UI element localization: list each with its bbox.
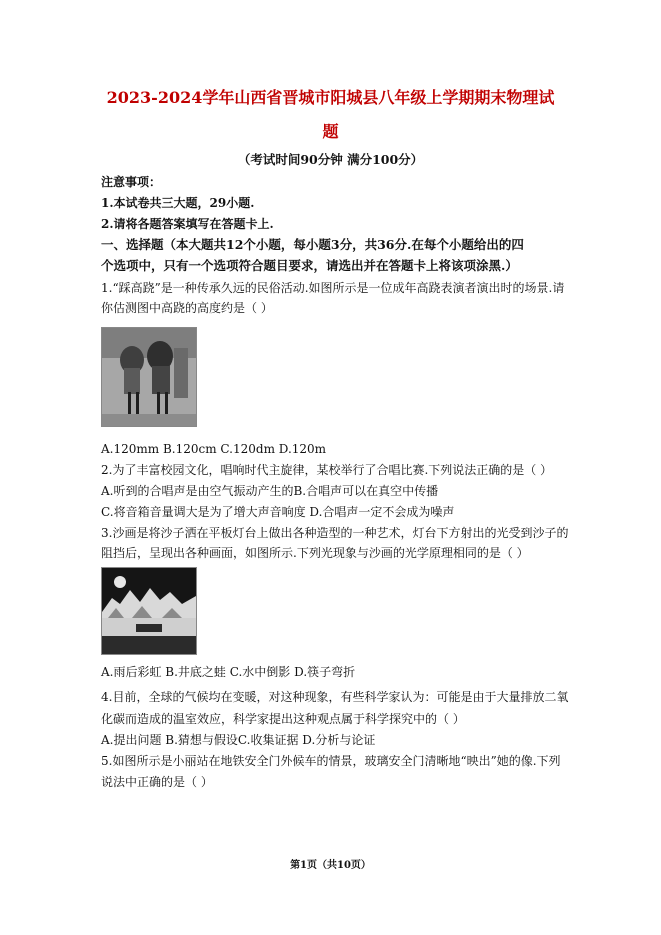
q4-options: A.提出问题 B.猜想与假设C.收集证据 D.分析与论证 xyxy=(101,733,376,747)
q5-line1: 5.如图所示是小丽站在地铁安全门外候车的情景，玻璃安全门清晰地“映出”她的像.下列 xyxy=(101,754,561,768)
q1-line2: 你估测图中高跷的高度约是（ ） xyxy=(101,301,273,315)
notes-heading: 注意事项： xyxy=(101,175,162,189)
page-footer: 第1页（共10页） xyxy=(290,860,371,871)
note-1: 1.本试卷共三大题，29小题. xyxy=(101,196,255,210)
q3-options: A.雨后彩虹 B.井底之蛙 C.水中倒影 D.筷子弯折 xyxy=(101,665,356,679)
section1-heading-line1: 一、选择题（本大题共12个小题，每小题3分，共36分.在每个小题给出的四 xyxy=(101,237,524,252)
note-2: 2.请将各题答案填写在答题卡上. xyxy=(101,217,274,231)
q1-options: A.120mm B.120cm C.120dm D.120m xyxy=(101,442,327,456)
q2-line1: 2.为了丰富校园文化，唱响时代主旋律，某校举行了合唱比赛.下列说法正确的是（ ） xyxy=(101,463,553,477)
stilt-walker-photo xyxy=(101,327,197,427)
exam-subtitle: （考试时间90分钟 满分100分） xyxy=(237,152,424,167)
q4-line1: 4.目前，全球的气候均在变暖，对这种现象，有些科学家认为：可能是由于大量排放二氧 xyxy=(101,690,569,704)
q5-line2: 说法中正确的是（ ） xyxy=(101,775,213,789)
q3-line2: 阻挡后，呈现出各种画面，如图所示.下列光现象与沙画的光学原理相同的是（ ） xyxy=(101,546,529,560)
exam-title-line1: 2023-2024学年山西省晋城市阳城县八年级上学期期末物理试 xyxy=(106,88,555,107)
section1-heading-line2: 个选项中，只有一个选项符合题目要求，请选出并在答题卡上将该项涂黑.） xyxy=(101,258,518,273)
exam-title-line2: 题 xyxy=(322,122,339,141)
q3-line1: 3.沙画是将沙子洒在平板灯台上做出各种造型的一种艺术，灯台下方射出的光受到沙子的 xyxy=(101,526,569,540)
q4-line2: 化碳而造成的温室效应，科学家提出这种观点属于科学探究中的（ ） xyxy=(101,712,465,726)
q1-line1: 1.“踩高跷”是一种传承久远的民俗活动.如图所示是一位成年高跷表演者演出时的场景.请 xyxy=(101,281,565,295)
q2-line2: A.听到的合唱声是由空气振动产生的B.合唱声可以在真空中传播 xyxy=(101,484,439,498)
q2-line3: C.将音箱音量调大是为了增大声音响度 D.合唱声一定不会成为噪声 xyxy=(101,505,455,519)
sand-art-photo xyxy=(101,567,197,655)
